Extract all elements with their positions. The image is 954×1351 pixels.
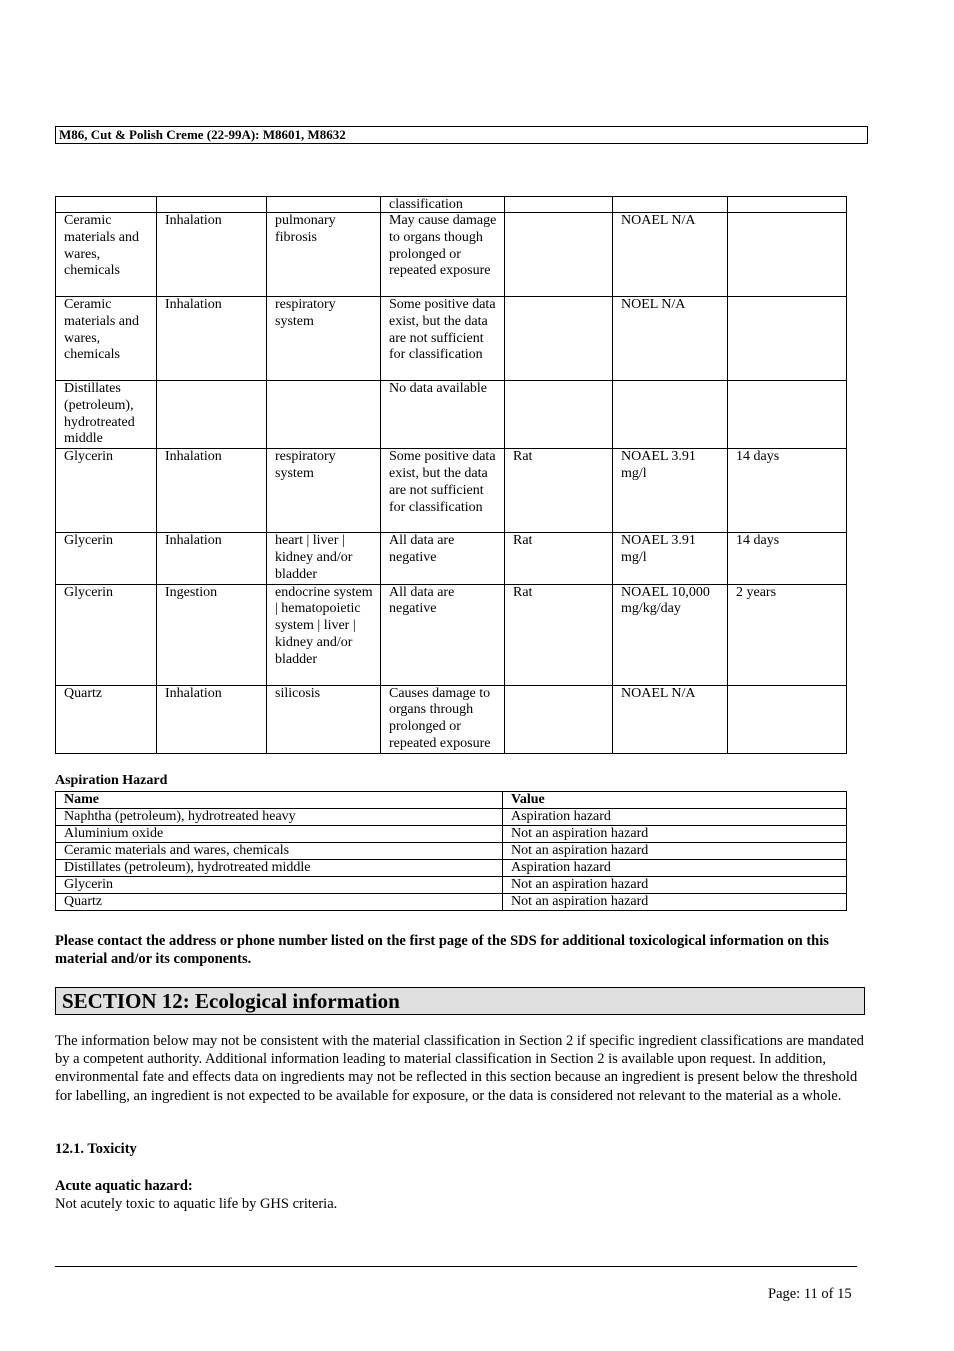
table-cell: Inhalation <box>157 685 267 753</box>
table-cell: Rat <box>505 449 613 533</box>
table-row <box>56 685 847 753</box>
section-12-intro: The information below may not be consistent with the material classification in Section 2 if specific ingredient classifications are mandated by a competent authority. Additional information leading to material classification in Section 2 is available upon request. In addition, environmental fate and effects data on ingredients may not be reflected in this section because an ingredient is present below the threshold for labelling, an ingredient is not expected to be available for exposure, or the data is considered not relevant to the material as a whole. <box>55 1033 864 1104</box>
table-cell <box>505 213 613 297</box>
table-cell: 14 days <box>728 533 847 584</box>
table-cell: Distillates (petroleum), hydrotreated middle <box>56 381 157 449</box>
document-header: M86, Cut & Polish Creme (22-99A): M8601, M8632 <box>55 126 868 144</box>
substance-name-cell: Quartz <box>56 894 503 911</box>
table-cell <box>728 213 847 297</box>
table-row <box>56 197 847 213</box>
table-cell: Ingestion <box>157 584 267 685</box>
hazard-value-cell: Not an aspiration hazard <box>503 877 847 894</box>
substance-name-cell: Aluminium oxide <box>56 826 503 843</box>
table-cell: Glycerin <box>56 533 157 584</box>
table-header-row <box>56 792 847 809</box>
table-row <box>56 213 847 297</box>
substance-name-cell: Glycerin <box>56 877 503 894</box>
table-cell: No data available <box>381 381 505 449</box>
table-cell: respiratory system <box>267 449 381 533</box>
page-number: Page: 11 of 15 <box>768 1286 852 1302</box>
table-row <box>56 894 847 911</box>
table-cell: Inhalation <box>157 213 267 297</box>
column-header-value: Value <box>503 792 847 809</box>
table-cell <box>505 685 613 753</box>
table-cell: All data are negative <box>381 584 505 685</box>
stot-repeated-exposure-table <box>55 196 847 754</box>
hazard-value-cell: Not an aspiration hazard <box>503 826 847 843</box>
table-cell: 14 days <box>728 449 847 533</box>
table-cell: Glycerin <box>56 449 157 533</box>
table-cell: Rat <box>505 533 613 584</box>
acute-aquatic-title: Acute aquatic hazard: <box>55 1178 193 1194</box>
table-cell <box>728 197 847 213</box>
table-cell: NOAEL 3.91 mg/l <box>613 449 728 533</box>
substance-name-cell: Naphtha (petroleum), hydrotreated heavy <box>56 809 503 826</box>
table-cell: NOEL N/A <box>613 297 728 381</box>
table-cell: Some positive data exist, but the data are not sufficient for classification <box>381 449 505 533</box>
table-cell <box>56 197 157 213</box>
table-cell: heart | liver | kidney and/or bladder <box>267 533 381 584</box>
table-cell: classification <box>381 197 505 213</box>
table-cell: All data are negative <box>381 533 505 584</box>
table-cell: Glycerin <box>56 584 157 685</box>
table-cell: Quartz <box>56 685 157 753</box>
substance-name-cell: Ceramic materials and wares, chemicals <box>56 843 503 860</box>
footer-divider <box>55 1266 857 1267</box>
table-cell <box>613 197 728 213</box>
table-row <box>56 584 847 685</box>
table-row <box>56 809 847 826</box>
hazard-value-cell: Not an aspiration hazard <box>503 843 847 860</box>
table-cell <box>505 381 613 449</box>
table-cell: Inhalation <box>157 533 267 584</box>
aspiration-hazard-table <box>55 791 847 911</box>
table-cell: May cause damage to organs though prolonged or repeated exposure <box>381 213 505 297</box>
table-cell <box>728 685 847 753</box>
table-cell: respiratory system <box>267 297 381 381</box>
table-cell <box>267 197 381 213</box>
table-row <box>56 381 847 449</box>
table-row <box>56 449 847 533</box>
table-cell <box>157 381 267 449</box>
table-cell: NOAEL 10,000 mg/kg/day <box>613 584 728 685</box>
column-header-name: Name <box>56 792 503 809</box>
table-cell: Some positive data exist, but the data are not sufficient for classification <box>381 297 505 381</box>
table-cell <box>157 197 267 213</box>
table-cell: silicosis <box>267 685 381 753</box>
table-cell: NOAEL N/A <box>613 685 728 753</box>
table-cell <box>505 297 613 381</box>
hazard-value-cell: Aspiration hazard <box>503 860 847 877</box>
table-cell: Inhalation <box>157 449 267 533</box>
table-cell: endocrine system | hematopoietic system | liver | kidney and/or bladder <box>267 584 381 685</box>
table-cell <box>267 381 381 449</box>
aspiration-hazard-title: Aspiration Hazard <box>55 773 168 788</box>
table-row <box>56 860 847 877</box>
substance-name-cell: Distillates (petroleum), hydrotreated middle <box>56 860 503 877</box>
table-cell: 2 years <box>728 584 847 685</box>
table-cell <box>505 197 613 213</box>
table-row <box>56 533 847 584</box>
table-cell: Ceramic materials and wares, chemicals <box>56 297 157 381</box>
table-cell <box>728 381 847 449</box>
table-row <box>56 297 847 381</box>
table-cell: Inhalation <box>157 297 267 381</box>
table-cell: NOAEL N/A <box>613 213 728 297</box>
hazard-value-cell: Aspiration hazard <box>503 809 847 826</box>
hazard-value-cell: Not an aspiration hazard <box>503 894 847 911</box>
table-cell: Causes damage to organs through prolonged or repeated exposure <box>381 685 505 753</box>
table-row <box>56 843 847 860</box>
contact-note: Please contact the address or phone number listed on the first page of the SDS for additional toxicological information on this material and/or its components. <box>55 933 829 967</box>
table-cell: NOAEL 3.91 mg/l <box>613 533 728 584</box>
table-cell: pulmonary fibrosis <box>267 213 381 297</box>
subsection-title: 12.1. Toxicity <box>55 1141 137 1157</box>
acute-aquatic-text: Not acutely toxic to aquatic life by GHS criteria. <box>55 1196 338 1212</box>
table-cell <box>613 381 728 449</box>
table-cell: Ceramic materials and wares, chemicals <box>56 213 157 297</box>
table-cell: Rat <box>505 584 613 685</box>
table-cell <box>728 297 847 381</box>
table-row <box>56 826 847 843</box>
table-row <box>56 877 847 894</box>
section-12-title: SECTION 12: Ecological information <box>55 987 865 1015</box>
